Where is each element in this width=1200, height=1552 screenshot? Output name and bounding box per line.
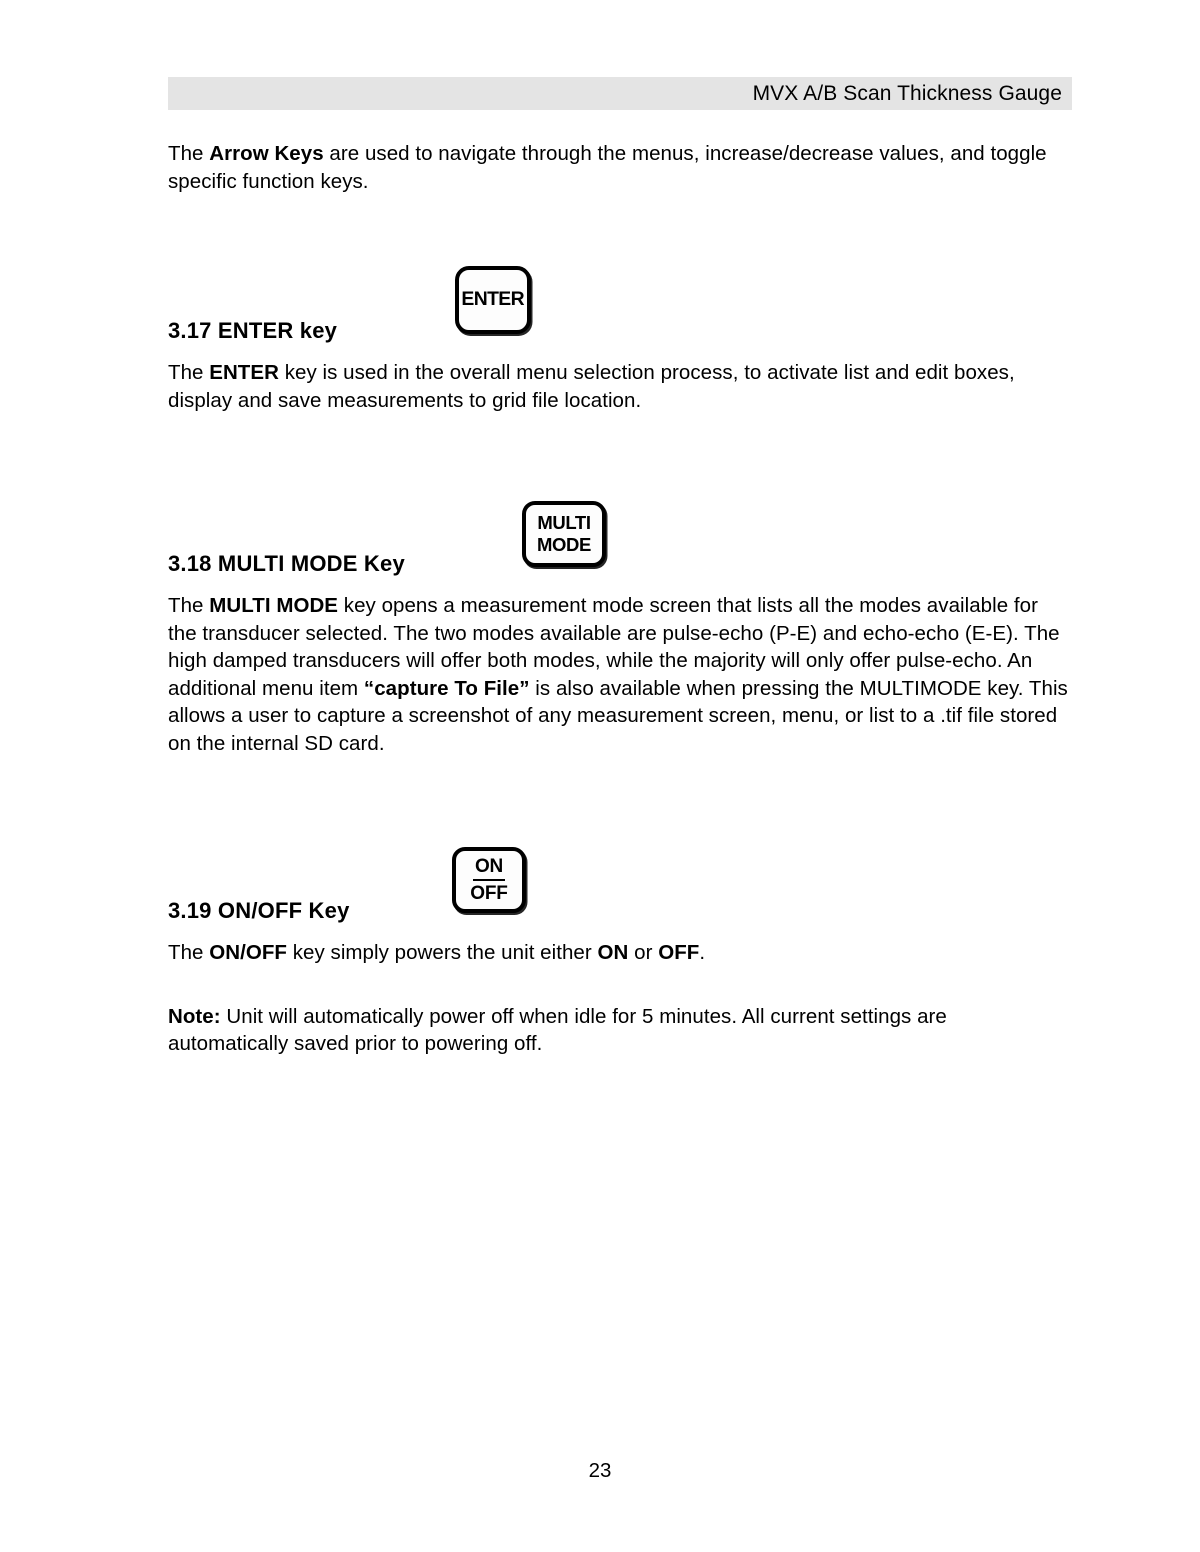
on-off-paragraph-prefix: The [168,941,210,964]
intro-prefix: The [168,142,210,165]
section-heading-on-off: 3.19 ON/OFF Key [168,898,350,923]
section-heading-multi-mode: 3.18 MULTI MODE Key [168,551,405,576]
spacer [168,578,1072,592]
intro-bold-term: Arrow Keys [209,142,324,165]
section-row-multi-mode [168,502,1072,578]
multi-mode-paragraph-prefix: The [168,594,210,617]
on-off-key-icon-label-off: OFF [470,882,508,904]
spacer [168,757,1072,849]
note-text: Unit will automatically power off when idle for 5 minutes. All current settings are automatically saved prior to powering off. [168,1004,947,1055]
enter-paragraph-bold-term: ENTER [209,361,279,384]
note-paragraph [168,1003,1072,1058]
on-off-key-icon-label-on: ON [473,856,505,881]
multi-mode-paragraph-bold-term: MULTI MODE [209,594,339,617]
multi-mode-paragraph-rest: is also available when pressing the MULTIMODE key. This allows a user to capture a screenshot of any measurement screen, menu, or list to a .tif file stored on the internal SD card. [168,676,1068,755]
on-off-paragraph-mid: key simply powers the unit either [286,941,598,964]
multi-mode-key-icon-label-bottom: MODE [537,534,591,555]
spacer [168,967,1072,1003]
on-off-paragraph-rest: . [699,941,706,964]
multi-mode-key-icon-label-top: MULTI [537,512,591,533]
spacer [168,925,1072,939]
page-number: 23 [588,1459,612,1482]
page-content [168,140,1072,1058]
on-off-paragraph-bold-off: OFF [658,941,700,964]
note-label: Note: [168,1004,221,1028]
page-header-band [168,77,1072,110]
spacer [168,345,1072,359]
multi-mode-paragraph-mid: key opens a measurement mode screen that lists all the modes available for the transducer selected. The two modes available are pulse-echo (P-E) and echo-echo (E-E). The high damped transducers will offer both modes, while the majority will only offer pulse-echo. An additional menu item [168,594,1060,700]
enter-key-paragraph [168,359,1072,414]
spacer [168,414,1072,502]
section-row-on-off [168,849,1072,925]
enter-paragraph-rest: key is used in the overall menu selection process, to activate list and edit boxes, display and save measurements to grid file location. [168,361,1015,412]
on-off-paragraph [168,939,1072,967]
intro-rest: are used to navigate through the menus, increase/decrease values, and toggle specific function keys. [168,142,1047,193]
section-heading-enter: 3.17 ENTER key [168,318,338,343]
page-header-title: MVX A/B Scan Thickness Gauge [752,82,1062,105]
multi-mode-paragraph [168,592,1072,757]
on-off-key-icon [452,847,526,913]
spacer [168,195,1072,269]
multi-mode-key-icon [522,501,606,567]
enter-key-icon [455,266,531,334]
enter-key-icon-label: ENTER [461,289,525,310]
multi-mode-paragraph-bold-term-2: “capture To File” [363,676,530,700]
section-row-enter [168,269,1072,345]
on-off-paragraph-bold-on: ON [597,941,629,964]
intro-paragraph [168,140,1072,195]
on-off-paragraph-bold-term: ON/OFF [209,941,287,964]
enter-paragraph-prefix: The [168,361,210,384]
on-off-paragraph-mid-2: or [628,941,659,964]
